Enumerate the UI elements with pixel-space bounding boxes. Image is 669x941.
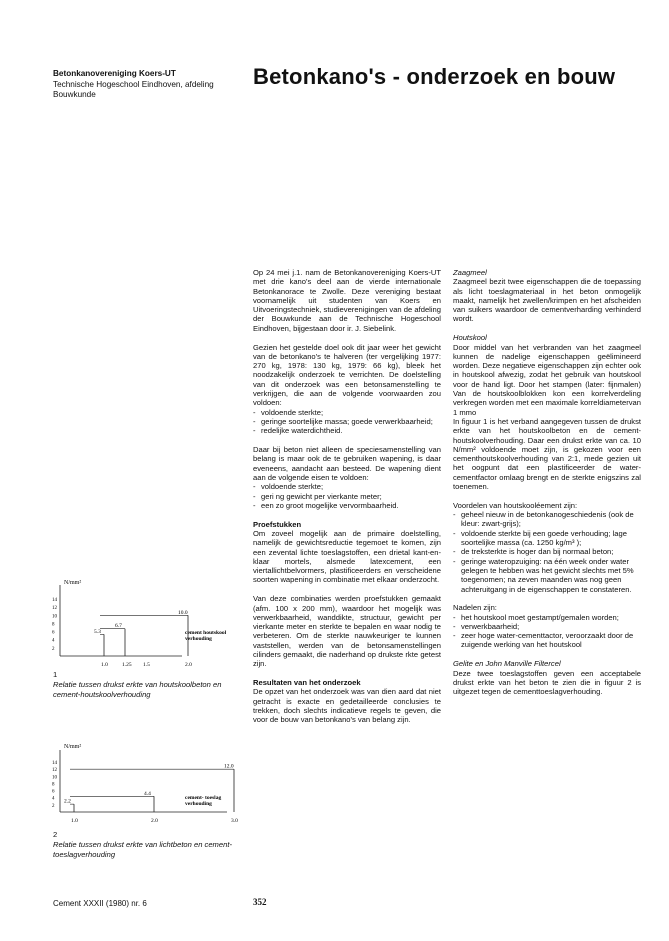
paragraph: De opzet van het onderzoek was van dien aard dat niet getracht is exacte en gedetailleerde conclusies te trekken, doch slechts indicatieve regels te geven, die voor de bouw van betonkano's van belang zijn.: [253, 687, 441, 725]
list-item: - zeer hoge water-cementtactor, veroorzaakt door de zuigende werking van het houtskool: [453, 631, 641, 650]
list-item: - geringe soortelijke massa; goede verwerkbaarheid;: [253, 417, 441, 426]
legend-line-1: cement houtskool: [185, 630, 227, 636]
y-tick-label: 4: [52, 638, 55, 644]
list-item: - voldoende sterkte;: [253, 408, 441, 417]
page-number: 352: [253, 897, 267, 907]
x-tick-label: 1.25: [122, 662, 132, 668]
org-affiliation: Technische Hogeschool Eindhoven, afdeling Bouwkunde: [53, 79, 214, 99]
disadvantages-list: [453, 613, 641, 650]
y-tick-label: 12: [52, 606, 57, 612]
y-tick-label: 6: [52, 630, 55, 636]
y-tick-label: 4: [52, 796, 55, 802]
list-item: - geringe wateropzuiging: na één week onder water gelegen te hebben was het gewicht slechts met 5% toegenomen; na zeven maanden was nog geen achteruitgang in de eigenschappen te constateren.: [453, 557, 641, 594]
requirements-list: [253, 408, 441, 436]
data-value-label: 6.7: [115, 623, 122, 630]
paragraph: Voordelen van houtskooléement zijn:: [453, 500, 578, 510]
data-value-label: 4.4: [144, 790, 151, 797]
y-tick-label: 12: [52, 768, 57, 774]
y-unit-label: N/mm²: [64, 580, 82, 586]
organization-block: [53, 69, 248, 101]
paragraph: Nadelen zijn:: [453, 603, 497, 613]
list-item: - een zo groot mogelijke vervormbaarheid.: [253, 501, 441, 510]
paragraph: Gezien het gestelde doel ook dit jaar weer het gewicht van de betonkano's te halveren (ter vergelijking 1977: 270 kg, 1978: 130 kg, 1979: 66 kg), bleek het noodzakelijk onderzoek te verrichten. De doelstelling van dit onderzoek was een betonsamenstelling te verkrijgen, die aan de volgende voorwaarden zou voldoen:: [253, 342, 441, 408]
figure-2-caption: [53, 830, 248, 860]
y-tick-label: 8: [52, 622, 55, 628]
y-tick-label: 2: [52, 803, 55, 809]
reinforcement-list: [253, 482, 441, 510]
figure-2: [52, 740, 247, 824]
subsection-heading: Zaagmeel: [453, 268, 487, 277]
caption-text: Relatie tussen drukst erkte van lichtbeton en cement-toeslagverhouding: [53, 840, 232, 859]
data-value-label: 5.3: [94, 628, 101, 635]
x-tick-label: 1.0: [101, 662, 108, 668]
advantages-list: [453, 510, 641, 594]
x-tick-label: 1.5: [143, 662, 150, 668]
y-tick-label: 10: [52, 775, 57, 781]
data-value-label: 12.0: [224, 763, 234, 770]
list-item: - het houtskool moet gestampt/gemalen worden;: [453, 613, 641, 622]
legend-label: [185, 630, 227, 642]
y-tick-label: 8: [52, 782, 55, 788]
figure-1-chart: [52, 577, 247, 668]
y-tick-label: 2: [52, 646, 55, 652]
data-value-label: 2.2: [64, 798, 71, 805]
article-title: Betonkano's - onderzoek en bouw: [253, 64, 616, 89]
subsection-heading: Gelite en John Manville Filtercel: [453, 659, 561, 669]
paragraph: Deze twee toeslagstoffen geven een acceptabele drukst erkte van het beton te zien die in figuur 2 is uitgezet tegen de cementtoeslagverhouding.: [453, 668, 641, 697]
list-item: - de treksterkte is hoger dan bij normaal beton;: [453, 547, 641, 556]
paragraph: Van deze combinaties werden proefstukken gemaakt (afm. 100 x 200 mm), waardoor het mogelijk was verwerkbaarheid, wanddikte, structuur, gewicht per vierkante meter en sterkte te bepalen en waar nodig te verbeteren. Om de sterkte nauwkeuriger te kunnen vaststellen, werden van de betonsamenstellingen cilinders gemaakt, die naderhand op drukste rkte getest zijn.: [253, 594, 441, 669]
list-item: - geheel nieuw in de betonkanogeschiedenis (ook de kleur: zwart-grijs);: [453, 510, 641, 529]
journal-footer: Cement XXXII (1980) nr. 6: [53, 899, 147, 908]
y-tick-label: 14: [52, 598, 57, 603]
section-heading: Resultaten van het onderzoek: [253, 678, 361, 688]
y-tick-label: 14: [52, 761, 57, 766]
legend-line-1: cement- toeslag: [185, 795, 222, 801]
figure-1-caption: [53, 670, 248, 700]
list-item: - redelijke waterdichtheid.: [253, 426, 441, 435]
legend-line-2: verhouding: [185, 801, 212, 807]
list-item: - geri ng gewicht per vierkante meter;: [253, 492, 441, 501]
list-item: - verwerkbaarheid;: [453, 622, 641, 631]
paragraph: Zaagmeel bezit twee eigenschappen die de toepassing als licht toeslagmateriaal in het beton onmogelijk maakt, namelijk het zwellen/krimpen en het afscheiden van suikers waardoor de cementverharding verhinderd wordt.: [453, 277, 641, 324]
paragraph: In figuur 1 is het verband aangegeven tussen de drukst erkte van het houtskoolbeton en de cement-houtskoolverhouding. Daar een drukst erkte van ca. 10 N/mm² voldoende moet zijn, is gekozen voor een cementhoutskoolverhouding van 2:1, mede gezien uit het oogpunt dat een plastificeerder de water-cementfactor omlaag brengt en de sterkte enigszins zal toenemen.: [453, 416, 641, 492]
x-tick-label: 2.0: [185, 662, 192, 668]
legend-label: [185, 795, 223, 807]
paragraph: Daar bij beton niet alleen de speciesamenstelling van belang is maar ook de te gebruiken wapening, is daar eveneens, aandacht aan besteed. De wapening dient aan de volgende eisen te voldoen:: [253, 445, 441, 482]
y-tick-label: 10: [52, 614, 57, 620]
x-tick-label: 1.0: [71, 818, 78, 824]
x-tick-label: 3.0: [231, 818, 238, 824]
text-column-1: [253, 268, 441, 734]
list-item: - voldoende sterkte;: [253, 482, 441, 491]
x-tick-label: 2.0: [151, 818, 158, 824]
legend-line-2: verhouding: [185, 636, 212, 642]
list-item: - voldoende sterkte bij een goede verhouding; lage soortelijke massa (ca. 1250 kg/m³ );: [453, 529, 641, 548]
figure-number: 2: [53, 830, 58, 839]
y-unit-label: N/mm²: [64, 744, 82, 750]
data-value-label: 10.0: [178, 609, 188, 616]
paragraph: Op 24 mei j.1. nam de Betonkanovereniging Koers-UT met drie kano's deel aan de vierde internationale Betonkanorace te Zwolle. Deze vereniging bestaat voornamelijk uit studenten van Koers en Uitvoeringstechniek, studieverenigingen van de afdeling der Bouwkunde aan de Technische Hogeschool Eindhoven, bijgestaan door ir. J. Siebelink.: [253, 268, 441, 333]
figure-1: [52, 577, 247, 668]
section-heading: Proefstukken: [253, 519, 302, 529]
paragraph: Door middel van het verbranden van het zaagmeel kunnen de nadelige eigenschappen geëlimineerd worden. Deze negatieve eigenschappen zijn echter ook in houtskool afwezig, zodat het gebruik van houtskool voor de hand ligt. Door het stampen (later: fijnmalen) Van de houtskoolblokken kon een korrelverdeling verkregen worden met een maximale korreldiametervan 1 mmo: [453, 342, 641, 417]
subsection-heading: Houtskool: [453, 333, 487, 343]
text-column-2: [453, 268, 641, 706]
caption-text: Relatie tussen drukst erkte van houtskoolbeton en cement-houtskoolverhouding: [53, 680, 222, 699]
figure-2-chart: [52, 740, 247, 824]
paragraph: Om zoveel mogelijk aan de primaire doelstelling, namelijk de gewichtsreductie tegemoet te komen, zijn een zevental lichte toeslagstoffen, een drietal kant-en-klaar mortels, alsmede latexcement, een viertallichtbelvormers, plastificeerders en verscheidene soorten wapening in combinatie met elkaar onderzocht.: [253, 528, 441, 585]
y-tick-label: 6: [52, 789, 55, 795]
org-name: Betonkanovereniging Koers-UT: [53, 69, 176, 78]
figure-number: 1: [53, 670, 58, 679]
